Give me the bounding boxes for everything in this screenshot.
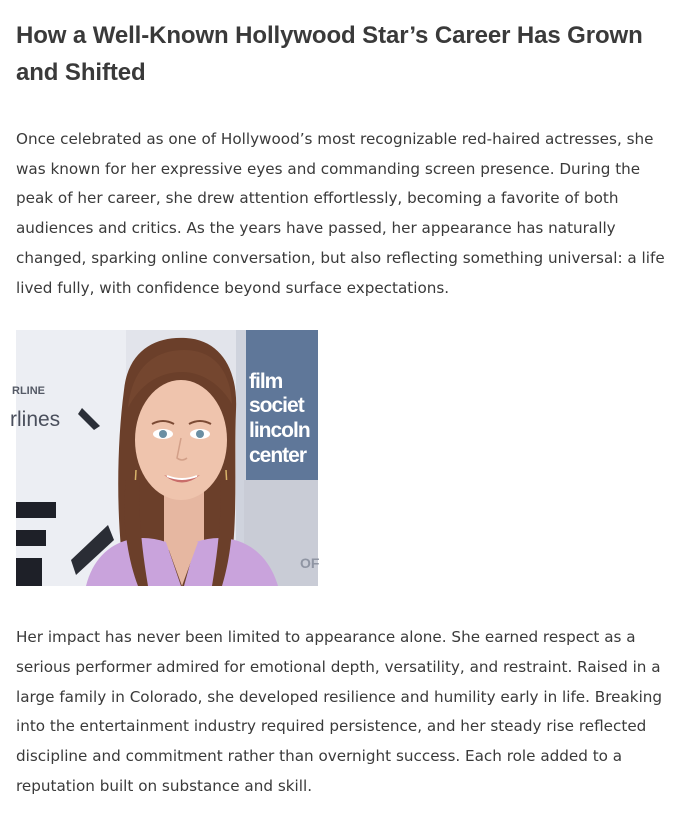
backdrop-text-film: film (249, 370, 283, 394)
backdrop-text-society: societ (249, 394, 304, 418)
backdrop-text-lincoln: lincoln (249, 419, 310, 443)
backdrop-text-bottom-right: OF (300, 555, 320, 572)
article-photo (10, 330, 320, 586)
backdrop-text-left-small: RLINE (12, 385, 45, 398)
article-paragraph-1: Once celebrated as one of Hollywood’s most recognizable red-haired actresses, she was known for her expressive eyes and commanding screen presence. During the peak of her career, she drew attention effortlessly, becoming a favorite of both audiences and critics. As the years have passed, her appearance has naturally changed, sparking online conversation, but also reflecting something universal: a life lived fully, with confidence beyond surface expectations. (16, 130, 665, 297)
backdrop-text-left-large: rlines (10, 408, 61, 432)
article (10, 0, 676, 801)
backdrop-text-center: center (249, 444, 307, 468)
article-paragraph-2: Her impact has never been limited to appearance alone. She earned respect as a serious performer admired for emotional depth, versatility, and restraint. Raised in a large family in Colorado, she developed resilience and humility early in life. Breaking into the entertainment industry required persistence, and her steady rise reflected discipline and commitment rather than overnight success. Each role added to a reputation built on substance and skill. (16, 628, 663, 795)
article-title: How a Well-Known Hollywood Star’s Career Has Grown and Shifted (16, 22, 643, 86)
